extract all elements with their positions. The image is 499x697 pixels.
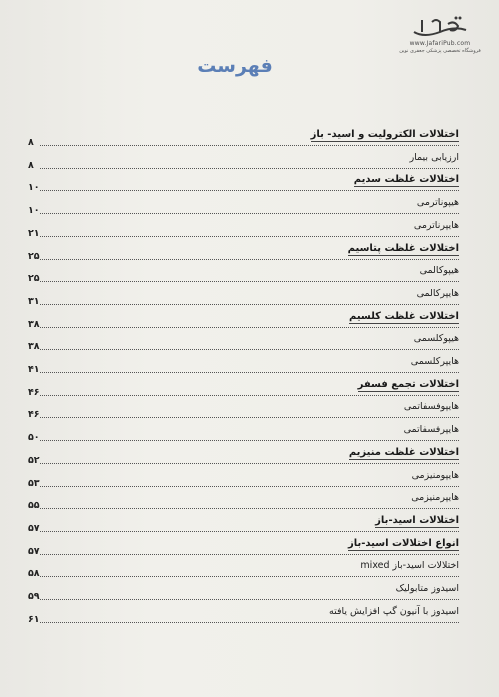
toc-subsection-entry (28, 281, 459, 307)
underline (348, 550, 459, 551)
toc-page-number: ۴۶ (28, 386, 40, 398)
toc-entry-title: هایپومنیزمی (411, 469, 459, 481)
toc-entry-title: اختلالات غلظت کلسیم (348, 310, 459, 322)
publisher-url: www.JafariPub.com (409, 40, 471, 47)
toc-entry-title: هایپرناترمی (413, 219, 459, 231)
toc-subsection-entry (28, 190, 459, 217)
toc-subsection-entry (28, 394, 459, 421)
page-title: فهرست (197, 55, 273, 77)
toc-page-number: ۱۰ (28, 182, 40, 194)
toc-entry-title: اختلالات غلظت پتاسیم (347, 242, 459, 254)
toc-entry-title: اختلالات غلظت سدیم (353, 174, 459, 186)
toc-entry-title: هایپرفسفاتمی (403, 424, 459, 436)
toc-page-number: ۲۵ (28, 273, 40, 285)
toc-section-entry (28, 167, 459, 194)
toc-entry-title: هیپوناترمی (416, 197, 459, 209)
toc-entry-title: هایپرکالمی (416, 287, 459, 299)
toc-section-entry (28, 122, 459, 148)
underline (349, 323, 459, 324)
toc-page-number: ۵۷ (28, 545, 40, 557)
toc-subsection-entry (28, 326, 459, 353)
toc-subsection-entry (28, 599, 459, 625)
toc-entry-title: انواع اختلالات اسید-باز (347, 537, 459, 549)
toc-subsection-entry (28, 553, 459, 580)
toc-subsection-entry (28, 576, 459, 602)
toc-entry-title: اختلالات اسید-باز (375, 514, 459, 526)
toc-page-number: ۴۱ (28, 364, 40, 375)
toc-section-entry (28, 440, 459, 466)
toc-page-number: ۶۱ (28, 613, 40, 625)
toc-subsection-entry (28, 213, 459, 239)
toc-entry-title: اسیدوز با آنیون گپ افزایش یافته (328, 605, 459, 617)
toc-page-number: ۵۷ (28, 522, 40, 534)
toc-entry-title: اختلالات الکترولیت و اسید- باز (310, 129, 459, 140)
toc-entry-title: اختلالات اسید-باز mixed (360, 560, 459, 572)
underline (348, 255, 459, 256)
toc-entry-title: اختلالات غلظت منیزیم (348, 446, 459, 458)
toc-section-entry (28, 236, 459, 262)
toc-section-entry (28, 508, 459, 534)
toc-page-number: ۱۰ (28, 205, 40, 217)
publisher-logo-icon (410, 14, 470, 40)
toc-entry-title: هیپوکالمی (419, 265, 459, 277)
toc-section-entry (28, 531, 459, 557)
toc-page-number: ۲۱ (28, 227, 40, 239)
underline (311, 141, 459, 142)
toc-page-number: ۵۸ (28, 568, 40, 580)
toc-page-number: ۸ (28, 159, 34, 171)
toc-subsection-entry (28, 417, 459, 444)
toc-entry-title: ارزیابی بیمار (409, 151, 459, 163)
toc-entry-title: هایپرکلسمی (410, 356, 459, 367)
leader-dots (40, 622, 459, 623)
toc-subsection-entry (28, 258, 459, 285)
toc-entry-title: اختلالات تجمع فسفر (357, 378, 459, 390)
toc-page-number: ۸ (28, 137, 34, 148)
toc-section-entry (28, 372, 459, 398)
toc-subsection-entry (28, 145, 459, 171)
underline (354, 186, 459, 187)
toc-page-number: ۲۵ (28, 250, 40, 262)
underline (375, 527, 459, 528)
underline (349, 459, 459, 460)
toc-page-number: ۵۳ (28, 477, 40, 489)
toc-subsection-entry (28, 463, 459, 489)
toc-page-number: ۴۶ (28, 409, 40, 421)
toc-page-number: ۵۹ (28, 591, 40, 602)
toc-subsection-entry (28, 349, 459, 375)
publisher-subtitle: فروشگاه تخصصی پزشکی جعفری نوین (399, 48, 481, 54)
toc-page-number: ۵۲ (28, 454, 40, 466)
toc-entry-title: هایپرمنیزمی (411, 492, 459, 504)
toc-page-number: ۳۸ (28, 341, 40, 353)
toc-page-number: ۳۱ (28, 295, 40, 307)
toc-page-number: ۳۸ (28, 318, 40, 330)
toc-page-number: ۵۵ (28, 500, 40, 512)
toc-entry-title: اسیدوز متابولیک (395, 583, 459, 594)
toc-entry-title: هایپوفسفاتمی (403, 401, 459, 413)
toc-page-number: ۵۰ (28, 432, 40, 444)
toc-section-entry (28, 304, 459, 330)
toc-entry-title: هیپوکلسمی (413, 333, 459, 345)
underline (358, 391, 459, 392)
toc-subsection-entry (28, 485, 459, 512)
